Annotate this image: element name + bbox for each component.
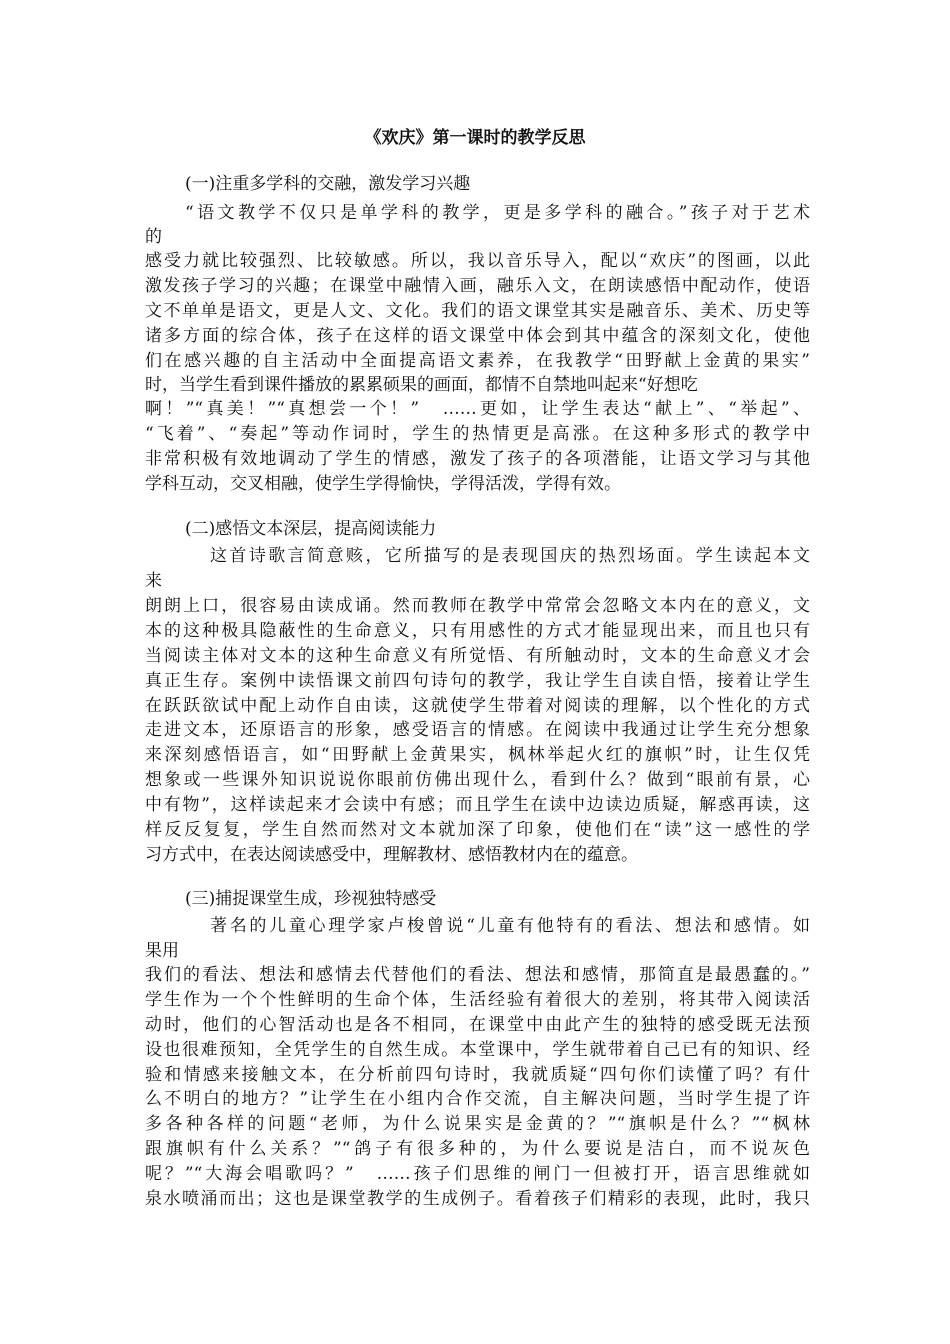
- paragraph-line: 果用: [145, 941, 179, 961]
- paragraph-line: 本的这种极具隐蔽性的生命意义，只有用感性的方式才能显现出来，而且也只有: [145, 621, 810, 641]
- paragraph-line: 文不单单是语文，更是人文、文化。我们的语文课堂其实是融音乐、美术、历史等: [145, 301, 810, 321]
- paragraph-line: 的: [145, 227, 162, 247]
- paragraph-line: 在跃跃欲试中配上动作自由读，这就使学生带着对阅读的理解，以个性化的方式: [145, 696, 810, 716]
- paragraph-line: “语文教学不仅只是单学科的教学，更是多学科的融合。”孩子对于艺术: [185, 203, 810, 223]
- paragraph-line: 学生作为一个个性鲜明的生命个体，生活经验有着很大的差别，将其带入阅读活: [145, 990, 810, 1010]
- paragraph-line: 时，当学生看到课件播放的累累硕果的画面，都情不自禁地叫起来“好想吃: [145, 375, 698, 395]
- paragraph-line: 学科互动，交叉相融，使学生学得愉快，学得活泼，学得有效。: [145, 474, 621, 494]
- paragraph-line: 设也很难预知，全凭学生的自然生成。本堂课中，学生就带着自己已有的知识、经: [145, 1040, 810, 1060]
- paragraph-line: 中有物”，这样读起来才会读中有感；而且学生在读中边读边质疑，解惑再读，这: [145, 795, 810, 815]
- paragraph-line: 样反反复复，学生自然而然对文本就加深了印象，使他们在“读”这一感性的学: [145, 820, 810, 840]
- paragraph-line: 我们的看法、想法和感情去代替他们的看法、想法和感情，那简直是最愚蠢的。”: [145, 965, 810, 985]
- paragraph-line: 呢？”“大海会唱歌吗？” ……孩子们思维的闸门一但被打开，语言思维就如: [145, 1164, 810, 1184]
- section-heading: (二)感悟文本深层，提高阅读能力: [185, 519, 437, 539]
- paragraph-line: 泉水喷涌而出；这也是课堂教学的生成例子。看着孩子们精彩的表现，此时，我只: [145, 1189, 810, 1209]
- section-heading: (三)捕捉课堂生成，珍视独特感受: [185, 889, 437, 909]
- paragraph-line: 动时，他们的心智活动也是各不相同，在课堂中由此产生的独特的感受既无法预: [145, 1015, 810, 1035]
- section-heading: (一)注重多学科的交融，激发学习兴趣: [185, 174, 471, 194]
- paragraph-line: 验和情感来接触文本，在分析前四句诗时，我就质疑“四句你们读懂了吗？有什: [145, 1065, 810, 1085]
- paragraph-line: 著名的儿童心理学家卢梭曾说“儿童有他特有的看法、想法和感情。如: [210, 916, 810, 936]
- paragraph-line: 真正生存。案例中读悟课文前四句诗句的教学，我让学生自读自悟，接着让学生: [145, 671, 810, 691]
- paragraph-line: 激发孩子学习的兴趣；在课堂中融情入画，融乐入文，在朗读感悟中配动作，使语: [145, 276, 810, 296]
- paragraph-line: 多各种各样的问题“老师，为什么说果实是金黄的？”“旗帜是什么？”“枫林: [145, 1114, 810, 1134]
- paragraph-line: 们在感兴趣的自主活动中全面提高语文素养，在我教学“田野献上金黄的果实”: [145, 351, 810, 371]
- paragraph-line: 这首诗歌言简意赅，它所描写的是表现国庆的热烈场面。学生读起本文: [210, 546, 810, 566]
- paragraph-line: 来: [145, 571, 162, 591]
- paragraph-line: 朗朗上口，很容易由读成诵。然而教师在教学中常常会忽略文本内在的意义，文: [145, 596, 810, 616]
- paragraph-line: 跟旗帜有什么关系？”“鸽子有很多种的，为什么要说是洁白，而不说灰色: [145, 1139, 810, 1159]
- paragraph-line: 想象或一些课外知识说说你眼前仿佛出现什么，看到什么？做到“眼前有景，心: [145, 770, 810, 790]
- paragraph-line: 诸多方面的综合体，孩子在这样的语文课堂中体会到其中蕴含的深刻文化，使他: [145, 326, 810, 346]
- paragraph-line: 来深刻感悟语言，如“田野献上金黄果实，枫林举起火红的旗帜”时，让生仅凭: [145, 745, 810, 765]
- paragraph-line: 当阅读主体对文本的这种生命意义有所觉悟、有所触动时，文本的生命意义才会: [145, 646, 810, 666]
- paragraph-line: 感受力就比较强烈、比较敏感。所以，我以音乐导入，配以“欢庆”的图画，以此: [145, 251, 810, 271]
- paragraph-line: 啊！”“真美！”“真想尝一个！” ……更如，让学生表达“献上”、“举起”、: [145, 399, 810, 419]
- paragraph-line: 非常积极有效地调动了学生的情感，激发了孩子的各项潜能，让语文学习与其他: [145, 449, 810, 469]
- paragraph-line: 么不明白的地方？”让学生在小组内合作交流，自主解决问题，当时学生提了许: [145, 1089, 810, 1109]
- paragraph-line: 走进文本，还原语言的形象，感受语言的情感。在阅读中我通过让学生充分想象: [145, 720, 810, 740]
- paragraph-line: 习方式中，在表达阅读感受中，理解教材、感悟教材内在的蕴意。: [145, 845, 638, 865]
- paragraph-line: “飞着”、“奏起”等动作词时，学生的热情更是高涨。在这种多形式的教学中: [145, 424, 810, 444]
- document-title: 《欢庆》第一课时的教学反思: [364, 128, 586, 148]
